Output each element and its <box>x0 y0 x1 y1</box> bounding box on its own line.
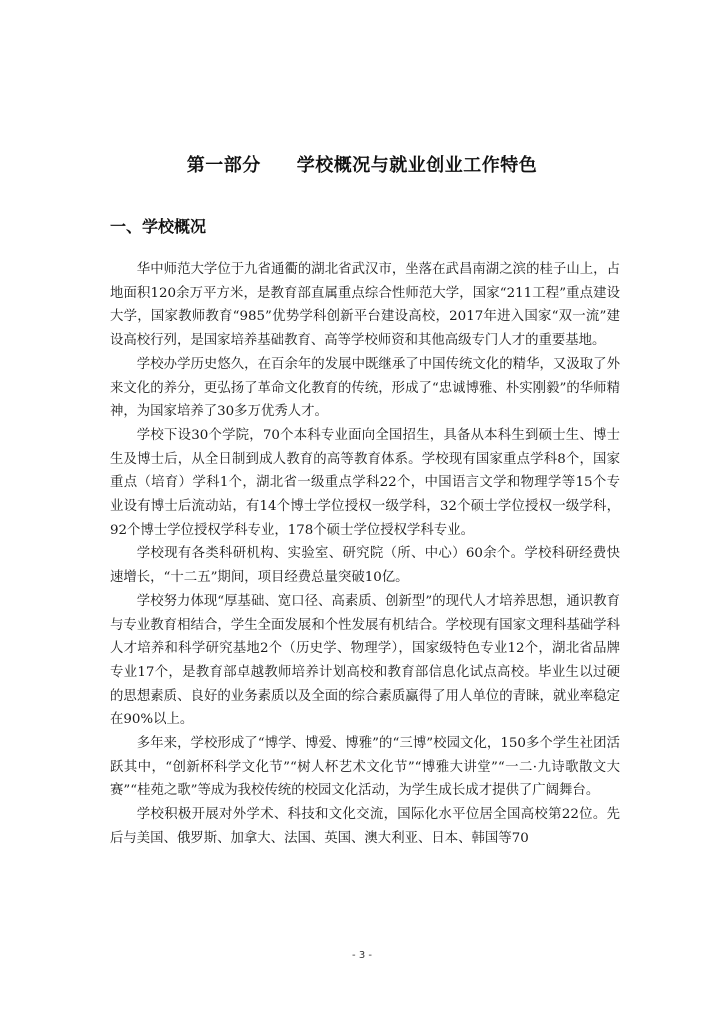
part-title-text: 学校概况与就业创业工作特色 <box>296 155 538 176</box>
paragraph-disciplines: 学校下设30个学院，70个本科专业面向全国招生，具备从本科生到硕士生、博士生及博士后，从全日制到成人教育的高等教育体系。学校现有国家重点学科8个，国家重点（培育）学科1个，湖北省一级重点学科22个，中国语言文学和物理学等15个专业设有博士后流动站，有14个博士学位授权一级学科，32个硕士学位授权一级学科，92个博士学位授权学科专业，178个硕士学位授权学科专业。 <box>110 427 620 538</box>
part-label: 第一部分 <box>186 155 261 176</box>
section-heading: 一、学校概况 <box>110 217 207 236</box>
paragraph-research: 学校现有各类科研机构、实验室、研究院（所、中心）60余个。学校科研经费快速增长，“十二五”期间，项目经费总量突破10亿。 <box>110 546 620 586</box>
part-title <box>0 151 724 177</box>
body-text <box>110 258 620 851</box>
paragraph-talent-cultivation: 学校努力体现“厚基础、宽口径、高素质、创新型”的现代人才培养思想，通识教育与专业教育相结合，学生全面发展和个性发展有机结合。学校现有国家文理科基础学科人才培养和科学研究基地2个（历史学、物理学），国家级特色专业12个，湖北省品牌专业17个，是教育部卓越教师培养计划高校和教育部信息化试点高校。毕业生以过硬的思想素质、良好的业务素质以及全面的综合素质赢得了用人单位的青睐，就业率稳定在90%以上。 <box>110 593 620 728</box>
page-number: - 3 - <box>352 950 372 961</box>
paragraph-location: 华中师范大学位于九省通衢的湖北省武汉市，坐落在武昌南湖之滨的桂子山上，占地面积120余万平方米，是教育部直属重点综合性师范大学，国家“211工程”重点建设大学，国家教师教育“985”优势学科创新平台建设高校，2017年进入国家“双一流”建设高校行列，是国家培养基础教育、高等学校师资和其他高级专门人才的重要基地。 <box>110 262 620 349</box>
paragraph-campus-culture: 多年来，学校形成了“博学、博爱、博雅”的“三博”校园文化，150多个学生社团活跃其中，“创新杯科学文化节”“树人杯艺术文化节”“博雅大讲堂”“一二·九诗歌散文大赛”“桂苑之歌”等成为我校传统的校园文化活动，为学生成长成才提供了广阔舞台。 <box>110 736 620 799</box>
paragraph-international: 学校积极开展对外学术、科技和文化交流，国际化水平位居全国高校第22位。先后与美国、俄罗斯、加拿大、法国、英国、澳大利亚、日本、韩国等70 <box>110 807 620 846</box>
paragraph-history: 学校办学历史悠久，在百余年的发展中既继承了中国传统文化的精华，又汲取了外来文化的养分，更弘扬了革命文化教育的传统，形成了“忠诚博雅、朴实刚毅”的华师精神，为国家培养了30多万优秀人才。 <box>110 356 620 420</box>
